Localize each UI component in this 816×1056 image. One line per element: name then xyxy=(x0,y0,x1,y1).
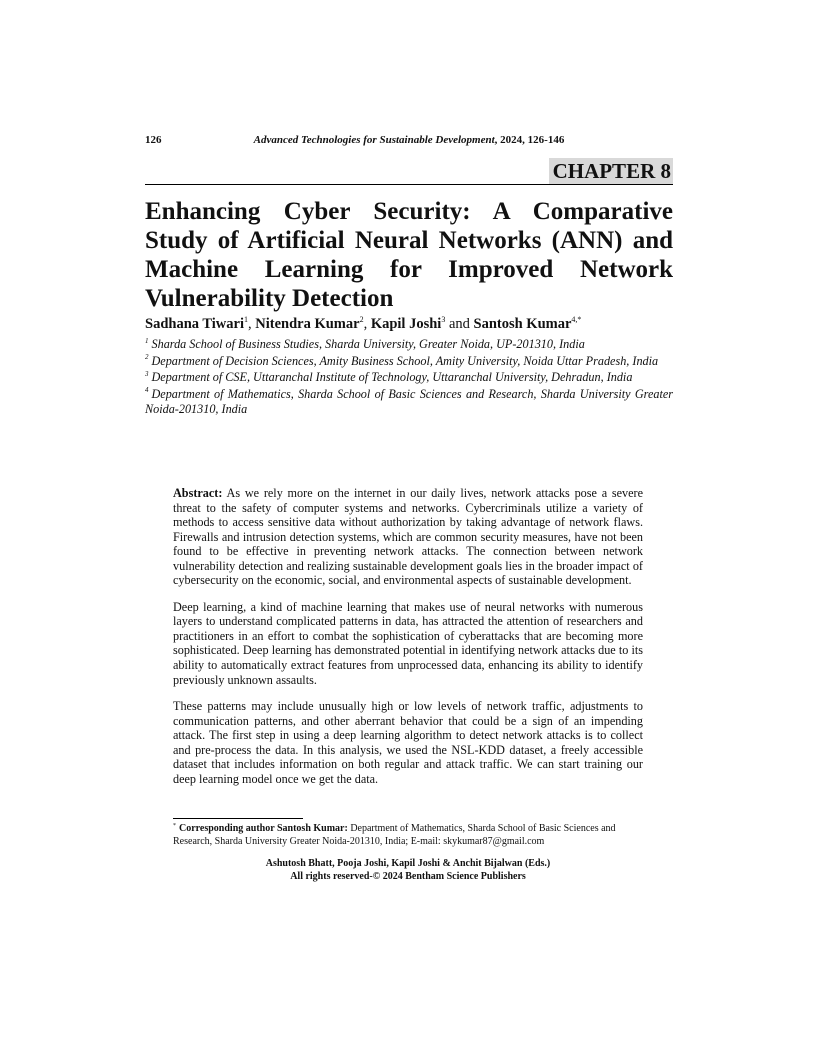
affiliation-mark: 1 xyxy=(145,336,149,345)
page-number: 126 xyxy=(145,134,162,146)
author-separator: , xyxy=(248,316,256,332)
abstract-text: As we rely more on the internet in our daily lives, network attacks pose a severe threat to the safety of computer systems and networks. Cybercriminals utilize a variety of methods to access sensitive data without authorization by taking advantage of network flaws. Firewalls and intrusion detection systems, which are common security measures, have not been found to be effective in preventing network attacks. The connection between network vulnerability detection and realizing sustainable development goals lies in the broader impact of cybersecurity on the economic, social, and environmental aspects of sustainable development. xyxy=(173,486,643,588)
author-name: Santosh Kumar xyxy=(473,316,572,332)
author-separator: , xyxy=(363,316,371,332)
author-affiliation-mark: 1 xyxy=(244,315,248,325)
author-name: Kapil Joshi xyxy=(370,316,442,332)
journal-details: , 2024, 126-146 xyxy=(494,134,565,146)
affiliation-text: Department of Mathematics, Sharda School of Basic Sciences and Research, Sharda University Greater Noida-201310, India xyxy=(145,386,673,416)
affiliation-text: Department of CSE, Uttaranchal Institute of Technology, Uttaranchal University, Dehradun, India xyxy=(151,370,633,384)
journal-citation xyxy=(145,133,673,147)
abstract-paragraph: Deep learning, a kind of machine learning that makes use of neural networks with numerous layers to understand complicated patterns in data, has attracted the attention of researchers and practitioners in an effort to combat the sophistication of cyberattacks that are becoming more sophisticated. Deep learning has demonstrated potential in identifying network attacks due to its ability to automatically extract features from unprocessed data, enhancing its ability to identify previously unknown assaults. xyxy=(173,599,643,687)
affiliation-mark: 2 xyxy=(145,353,149,362)
corresponding-author-footnote xyxy=(173,822,643,848)
affiliation-mark: 4 xyxy=(145,386,149,395)
affiliation-mark: 3 xyxy=(145,369,149,378)
copyright-line: All rights reserved-© 2024 Bentham Science Publishers xyxy=(290,870,526,882)
affiliation xyxy=(145,354,673,370)
abstract xyxy=(173,486,643,798)
abstract-heading: Abstract: xyxy=(173,486,223,500)
abstract-paragraph: These patterns may include unusually high or low levels of network traffic, adjustments to communication patterns, and other aberrant behavior that could be a sign of an impending attack. The first step in using a deep learning algorithm to detect network attacks is to collect and pre-process the data. In this analysis, we used the NSL-KDD dataset, a freely accessible dataset that includes information on both regular and attack traffic. We can start training our deep learning model once we get the data. xyxy=(173,699,643,786)
author-affiliation-mark: 3 xyxy=(441,315,446,325)
affiliation xyxy=(145,337,673,353)
chapter-label: CHAPTER 8 xyxy=(549,158,673,184)
affiliation-list xyxy=(145,337,673,419)
footnote-lead: Corresponding author Santosh Kumar: xyxy=(179,823,348,834)
affiliation xyxy=(145,370,673,386)
affiliation-text: Sharda School of Business Studies, Sharda University, Greater Noida, UP-201310, India xyxy=(151,337,585,351)
author-affiliation-mark: 4,* xyxy=(571,315,582,325)
footnote-mark: * xyxy=(173,822,176,829)
author-list xyxy=(145,315,673,333)
affiliation xyxy=(145,387,673,418)
editors-line: Ashutosh Bhatt, Pooja Joshi, Kapil Joshi & Anchit Bijalwan (Eds.) xyxy=(265,858,551,869)
abstract-paragraph xyxy=(173,486,643,588)
chapter-header xyxy=(145,158,673,185)
journal-title: Advanced Technologies for Sustainable Development xyxy=(253,134,495,146)
publisher-info xyxy=(173,858,643,883)
paper-title: Enhancing Cyber Security: A Comparative Study of Artificial Neural Networks (ANN) and Machine Learning for Improved Network Vulnerability Detection xyxy=(145,198,673,312)
footnote-divider xyxy=(173,818,303,819)
author-separator: and xyxy=(445,316,474,332)
author-affiliation-mark: 2 xyxy=(359,315,364,325)
footnote-text: Department of Mathematics, Sharda School of Basic Sciences and Research, Sharda University Greater Noida-201310, India; E-mail: skykumar87@gmail.com xyxy=(173,823,616,847)
author-name: Nitendra Kumar xyxy=(255,316,360,332)
affiliation-text: Department of Decision Sciences, Amity Business School, Amity University, Noida Uttar Pradesh, India xyxy=(151,353,659,368)
author-name: Sadhana Tiwari xyxy=(145,316,244,332)
